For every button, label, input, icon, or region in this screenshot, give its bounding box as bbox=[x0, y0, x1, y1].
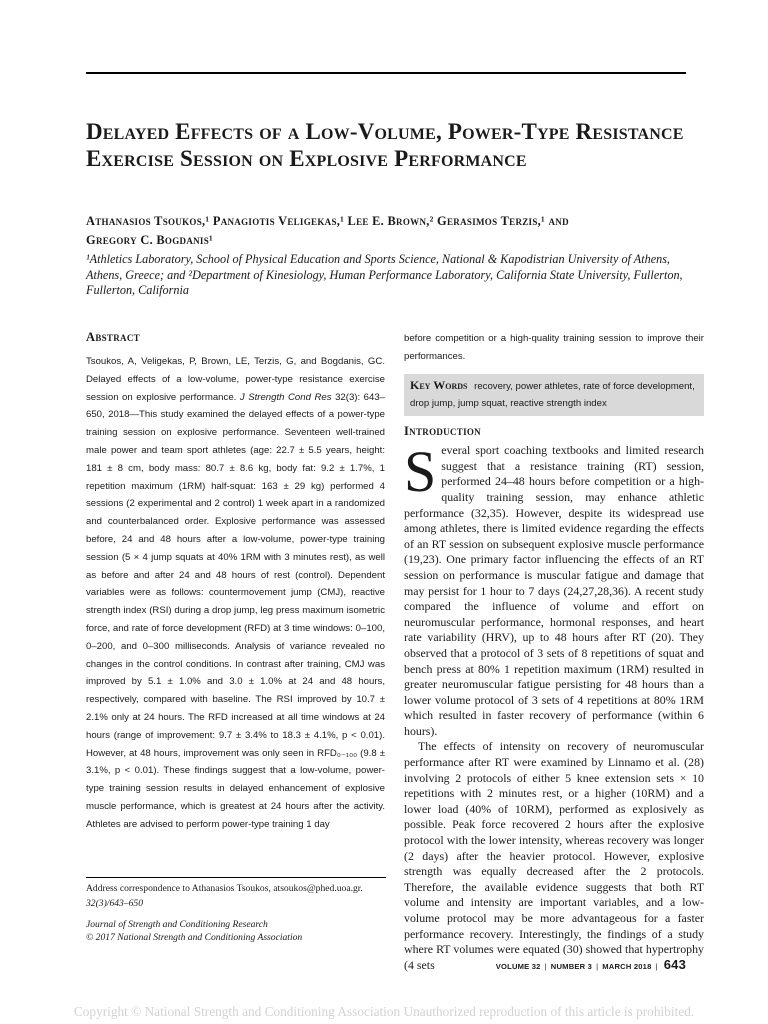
affiliations: ¹Athletics Laboratory, School of Physical Education and Sports Science, National & Kapodistrian University of Athens, Athens, Greece; and ²Department of Kinesiology, Human Performance Laboratory, California State University, Fullerton, Fullerton, California bbox=[86, 252, 683, 297]
keywords-text: recovery, power athletes, rate of force development, drop jump, jump squat, reactive strength index bbox=[410, 380, 695, 410]
author-list bbox=[86, 212, 696, 250]
abstract-text-part1: Tsoukos, A, Veligekas, P, Brown, LE, Terzis, G, and Bogdanis, GC. Delayed effects of a low-volume, power-type resistance exercise session on explosive performance. bbox=[86, 356, 385, 403]
footer-separator: | bbox=[596, 962, 599, 971]
abstract-continuation: before competition or a high-quality training session to improve their performances. bbox=[404, 333, 704, 362]
authors-line-2: Gregory C. Bogdanis¹ bbox=[86, 233, 214, 247]
footnote-rule bbox=[86, 877, 386, 878]
citation-note: 32(3)/643–650 bbox=[86, 898, 144, 909]
correspondence-note: Address correspondence to Athanasios Tsoukos, atsoukos@phed.uoa.gr. bbox=[86, 883, 363, 894]
introduction-heading: Introduction bbox=[404, 424, 481, 439]
intro-paragraph-2: The effects of intensity on recovery of neuromuscular performance after RT were examined by Linnamo et al. (28) involving 2 protocols of either 5 knee extension sets × 10 repetitions with 2 minutes rest, or a higher (10RM) and a lower load (40% of 10RM), performed as explosively as possible. Peak force recovered 2 hours after the explosive protocol with the lower intensity, whereas recovery was longer (2 days) after the heavier protocol. However, explosive strength was equally decreased after the 2 protocols. Therefore, the available evidence suggests that both RT volume and intensity are important variables, and a low-volume protocol may be more advantageous for a faster performance recovery. Interestingly, the findings of a study where RT volumes were equated (30) showed that hypertrophy (4 sets bbox=[404, 739, 704, 972]
intro-paragraph-1 bbox=[404, 439, 704, 739]
left-column bbox=[86, 330, 385, 834]
abstract-journal-name: J Strength Cond Res bbox=[239, 391, 332, 403]
article-title: Delayed Effects of a Low-Volume, Power-Type Resistance Exercise Session on Explosive Performance bbox=[86, 119, 684, 171]
issue-label: NUMBER 3 bbox=[550, 962, 593, 971]
page-footer bbox=[496, 957, 686, 972]
keywords-box bbox=[404, 374, 704, 417]
drop-cap: S bbox=[404, 439, 437, 505]
intro-paragraph-1-text: everal sport coaching textbooks and limited research suggest that a resistance training (RT) session, performed 24–48 hours before competition or a high-quality training session, may enhance athletic performance (32,35). However, despite its widespread use among athletes, there is limited evidence regarding the effects of an RT session on subsequent explosive muscle performance (19,23). One primary factor influencing the effects of an RT session on performance is muscular fatigue and damage that may persist for 1 hour to 7 days (24,27,28,36). A recent study compared the influence of volume and effort on neuromuscular performance, hormonal responses, and heart rate variability (HRV), up to 48 hours after RT (20). They observed that a protocol of 3 sets of 8 repetitions of squat and bench press at 80% 1 repetition maximum (1RM) resulted in greater neuromuscular fatigue persisting for 48 hours than a lower volume protocol of 3 sets of 4 repetitions at 80% 1RM which resulted in faster recovery of performance (within 6 hours). bbox=[404, 443, 704, 738]
abstract-text-part2: 32(3): 643–650, 2018—This study examined the delayed effects of a power-type training session on explosive performance. Seventeen well-trained male power and team sport athletes (age: 22.7 ± 5.5 years, height: 181 ± 8 cm, body mass: 80.7 ± 8.6 kg, body fat: 9.2 ± 1.7%, 1 repetition maximum (1RM) half-squat: 163 ± 29 kg) performed 4 sessions (2 experimental and 2 control) 1 week apart in a randomized and counterbalanced order. Explosive performance was assessed before, 24 and 48 hours after a low-volume, power-type training session (5 × 4 jump squats at 40% 1RM with 3 minutes rest), as well as before and after 24 and 48 hours of rest (control). Dependent variables were as follows: countermovement jump (CMJ), reactive strength index (RSI) during a drop jump, leg press maximum isometric force, and rate of force development (RFD) at 3 time windows: 0–100, 0–200, and 0–300 milliseconds. Analysis of variance revealed no changes in the control conditions. In contrast after training, CMJ was improved by 5.1 ± 1.0% and 3.0 ± 1.0% at 24 and 48 hours, respectively, compared with baseline. The RSI improved by 10.7 ± 2.1% only at 24 hours. The RFD increased at all time windows at 24 hours (range of improvement: 9.7 ± 3.4% to 18.3 ± 4.1%, p < 0.01). However, at 48 hours, improvement was only seen in RFD₀₋₁₀₀ (9.8 ± 3.1%, p < 0.01). These findings suggest that a low-volume, power-type training session results in delayed enhancement of explosive muscle performance, which is greatest at 24 hours after the activity. Athletes are advised to perform power-type training 1 day bbox=[86, 391, 386, 830]
right-column bbox=[404, 330, 704, 973]
abstract-heading: Abstract bbox=[86, 330, 140, 344]
copyright-note: © 2017 National Strength and Conditioning Association bbox=[86, 932, 303, 943]
keywords-label: Key Words bbox=[410, 377, 468, 392]
authors-line-1: Athanasios Tsoukos,¹ Panagiotis Veligekas,¹ Lee E. Brown,² Gerasimos Terzis,¹ and bbox=[86, 214, 569, 228]
abstract-text bbox=[86, 353, 385, 834]
volume-label: VOLUME 32 bbox=[495, 962, 541, 971]
date-label: MARCH 2018 bbox=[602, 962, 652, 971]
page-number: 643 bbox=[663, 957, 686, 972]
footer-separator: | bbox=[544, 962, 547, 971]
footer-separator: | bbox=[655, 962, 658, 971]
journal-name-note: Journal of Strength and Conditioning Research bbox=[86, 919, 268, 930]
header-rule bbox=[86, 72, 686, 74]
copyright-watermark: Copyright © National Strength and Conditioning Association Unauthorized reproduction of this article is prohibited. bbox=[73, 1004, 695, 1019]
